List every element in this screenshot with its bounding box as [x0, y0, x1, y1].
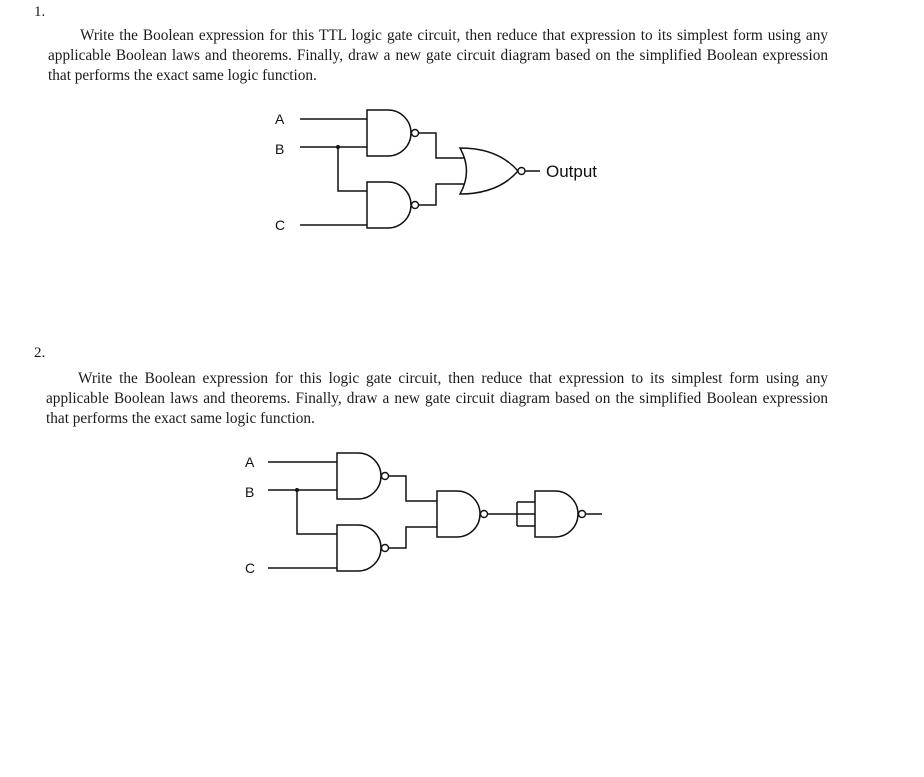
- input-c-label: C: [275, 217, 286, 233]
- input-b-label: B: [275, 141, 285, 157]
- input-a-label: A: [275, 111, 285, 127]
- junction-dot: [295, 488, 299, 492]
- problem-1-circuit-diagram: [260, 100, 640, 240]
- problem-2-number: 2.: [34, 345, 46, 361]
- lower-and-gate: [367, 182, 411, 228]
- upper-gate-bubble: [382, 473, 389, 480]
- wire-lower-out: [419, 184, 466, 205]
- input-a-label: A: [245, 454, 255, 470]
- upper-gate-bubble: [412, 130, 419, 137]
- output-gate-bubble: [518, 168, 525, 175]
- wire-lower-out: [389, 527, 438, 548]
- problem-2-text: Write the Boolean expression for this logic gate circuit, then reduce that expression to its simplest form using any applicable Boolean laws and theorems. Finally, draw a new gate circuit diagram based on the simplified Boolean expression that performs the exact same logic function.: [46, 370, 828, 427]
- problem-1-number: 1.: [34, 4, 46, 20]
- junction-dot: [336, 145, 340, 149]
- problem-1-text: Write the Boolean expression for this TTL logic gate circuit, then reduce that expression to its simplest form using any applicable Boolean laws and theorems. Finally, draw a new gate circuit diagram based on the simplified Boolean expression that performs the exact same logic function.: [48, 27, 828, 84]
- problem-2-circuit-diagram: [230, 443, 650, 583]
- wire-upper-out: [389, 476, 438, 501]
- problem-2-text-block: [46, 369, 828, 429]
- final-nand-gate: [535, 491, 578, 537]
- middle-nand-gate: [437, 491, 480, 537]
- output-or-gate: [460, 148, 518, 194]
- lower-nand-gate: [337, 525, 381, 571]
- input-b-label: B: [245, 484, 255, 500]
- lower-gate-bubble: [412, 202, 419, 209]
- upper-nand-gate: [337, 453, 381, 499]
- wire-upper-out: [419, 133, 466, 158]
- wire-b-branch: [338, 147, 367, 191]
- input-c-label: C: [245, 560, 256, 576]
- final-gate-bubble: [579, 511, 586, 518]
- output-label: Output: [546, 162, 598, 181]
- problem-1-text-block: [48, 26, 828, 86]
- upper-and-gate: [367, 110, 411, 156]
- wire-b-branch: [297, 490, 337, 534]
- lower-gate-bubble: [382, 545, 389, 552]
- middle-gate-bubble: [481, 511, 488, 518]
